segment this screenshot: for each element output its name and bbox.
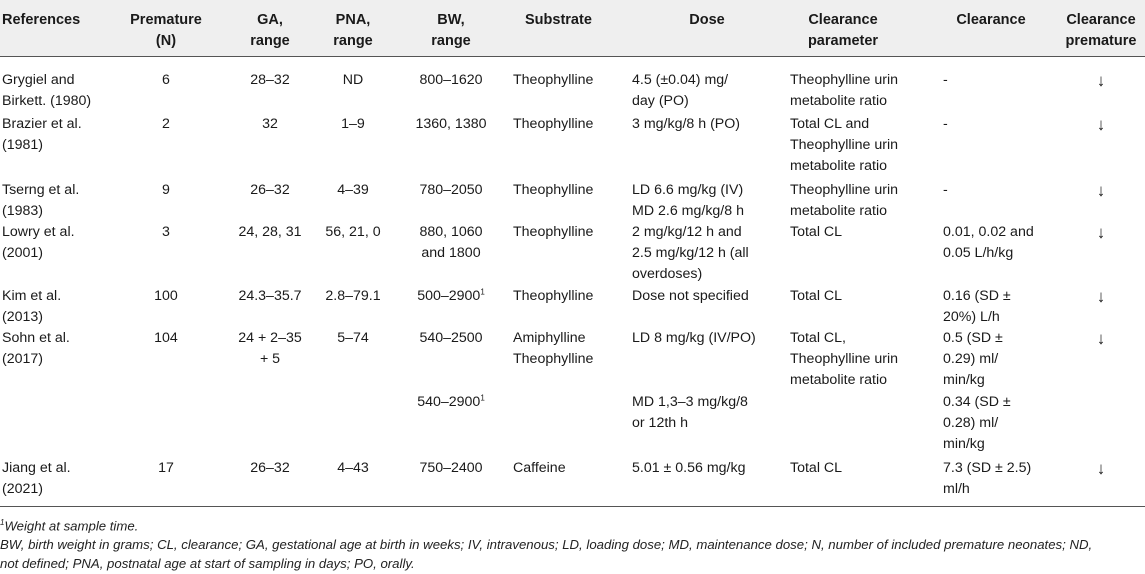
cell-clearance: 0.5 (SD ± 0.29) ml/ min/kg [943,330,1003,388]
header-substrate: Substrate [525,12,592,28]
cell-reference: Jiang et al. (2021) [2,460,71,497]
cell-premature-n: 104 [154,330,178,346]
header-rule [0,56,1145,57]
down-arrow-icon: ↓ [1096,115,1106,134]
cell-pna: ND [342,72,364,88]
footnote-abbreviations-1: BW, birth weight in grams; CL, clearance; GA, gestational age at birth in weeks; IV, intravenous; LD, loading dose; MD, maintenance dose; N, number of included premature neonates; ND, [0,537,1093,552]
cell-ga: 24, 28, 31 [238,224,302,240]
cell-clearance: 0.01, 0.02 and 0.05 L/h/kg [943,224,1034,261]
cell-clearance-parameter: Total CL [790,224,843,240]
cell-pna: 4–43 [337,460,369,476]
table-bottom-rule [0,506,1145,507]
cell-substrate: Theophylline [513,224,594,240]
cell-dose: 2 mg/kg/12 h and 2.5 mg/kg/12 h (all overdoses) [632,224,749,282]
cell-premature-n: 3 [162,224,170,240]
cell-ga: 26–32 [250,182,290,198]
footnote-weight: $^1$Weight at sample time. [0,518,139,534]
header-premature: Premature (N) [130,12,202,49]
cell-pna: 4–39 [337,182,369,198]
cell-clearance: 0.34 (SD ± 0.28) ml/ min/kg [943,394,1011,452]
cell-substrate: Theophylline [513,182,594,198]
cell-pna: 56, 21, 0 [325,224,381,240]
header-clearance-parameter: Clearance parameter [807,12,879,49]
cell-ga: 26–32 [250,460,290,476]
cell-reference: Lowry et al. (2001) [2,224,75,261]
down-arrow-icon: ↓ [1096,223,1106,242]
cell-clearance-parameter: Total CL and Theophylline urin metabolite ratio [790,116,899,174]
cell-dose: 5.01 ± 0.56 mg/kg [632,460,746,476]
cell-substrate: Theophylline [513,288,594,304]
cell-ga: 24.3–35.7 [238,288,302,304]
cell-ga: 24 + 2–35 + 5 [238,330,302,367]
cell-clearance-parameter: Total CL, Theophylline urin metabolite ratio [790,330,899,388]
cell-clearance-parameter: Total CL [790,288,843,304]
cell-clearance: - [943,182,948,198]
down-arrow-icon: ↓ [1096,459,1106,478]
header-dose: Dose [689,12,725,28]
cell-premature-n: 2 [162,116,170,132]
footnote-abbreviations-2: not defined; PNA, postnatal age at start of sampling in days; PO, orally. [0,556,415,571]
cell-dose: 4.5 (±0.04) mg/ day (PO) [632,72,729,109]
header-pna: PNA, range [333,12,373,49]
cell-reference: Sohn et al. (2017) [2,330,70,367]
cell-reference: Grygiel and Birkett. (1980) [2,72,92,109]
cell-bw: 540–2900$^1$ [417,393,485,410]
cell-reference: Tserng et al. (1983) [2,182,80,219]
cell-bw: 880, 1060 and 1800 [419,224,483,261]
cell-reference: Kim et al. (2013) [2,288,62,325]
cell-substrate: Amiphylline Theophylline [513,330,594,367]
cell-premature-n: 17 [158,460,174,476]
cell-clearance: - [943,72,948,88]
cell-clearance-parameter: Theophylline urin metabolite ratio [790,72,899,109]
down-arrow-icon: ↓ [1096,181,1106,200]
header-clearance-premature: Clearance premature [1065,12,1137,49]
down-arrow-icon: ↓ [1096,287,1106,306]
cell-dose: LD 6.6 mg/kg (IV) MD 2.6 mg/kg/8 h [632,182,744,219]
cell-clearance-parameter: Total CL [790,460,843,476]
cell-premature-n: 100 [154,288,178,304]
header-bw: BW, range [431,12,471,49]
cell-substrate: Theophylline [513,116,594,132]
cell-substrate: Caffeine [513,460,566,476]
cell-pna: 5–74 [337,330,369,346]
cell-substrate: Theophylline [513,72,594,88]
cell-pna: 2.8–79.1 [325,288,381,304]
cell-dose: Dose not specified [632,288,749,304]
cell-clearance-parameter: Theophylline urin metabolite ratio [790,182,899,219]
cell-dose: LD 8 mg/kg (IV/PO) [632,330,756,346]
cell-clearance: 7.3 (SD ± 2.5) ml/h [943,460,1032,497]
cell-clearance: - [943,116,948,132]
cell-premature-n: 6 [162,72,170,88]
cell-pna: 1–9 [341,116,365,132]
cell-bw: 780–2050 [419,182,483,198]
down-arrow-icon: ↓ [1096,71,1106,90]
header-references: References [2,12,81,28]
cell-reference: Brazier et al. (1981) [2,116,82,153]
cell-ga: 32 [262,116,278,132]
cell-bw: 1360, 1380 [415,116,487,132]
header-ga: GA, range [250,12,290,49]
cell-bw: 540–2500 [419,330,483,346]
cell-dose: 3 mg/kg/8 h (PO) [632,116,741,132]
header-clearance: Clearance [956,12,1026,28]
down-arrow-icon: ↓ [1096,329,1106,348]
cell-premature-n: 9 [162,182,170,198]
cell-bw: 750–2400 [419,460,483,476]
cell-dose: MD 1,3–3 mg/kg/8 or 12th h [632,394,748,431]
cell-bw: 500–2900$^1$ [417,287,485,304]
cell-bw: 800–1620 [419,72,483,88]
cell-clearance: 0.16 (SD ± 20%) L/h [943,288,1011,325]
cell-ga: 28–32 [250,72,290,88]
